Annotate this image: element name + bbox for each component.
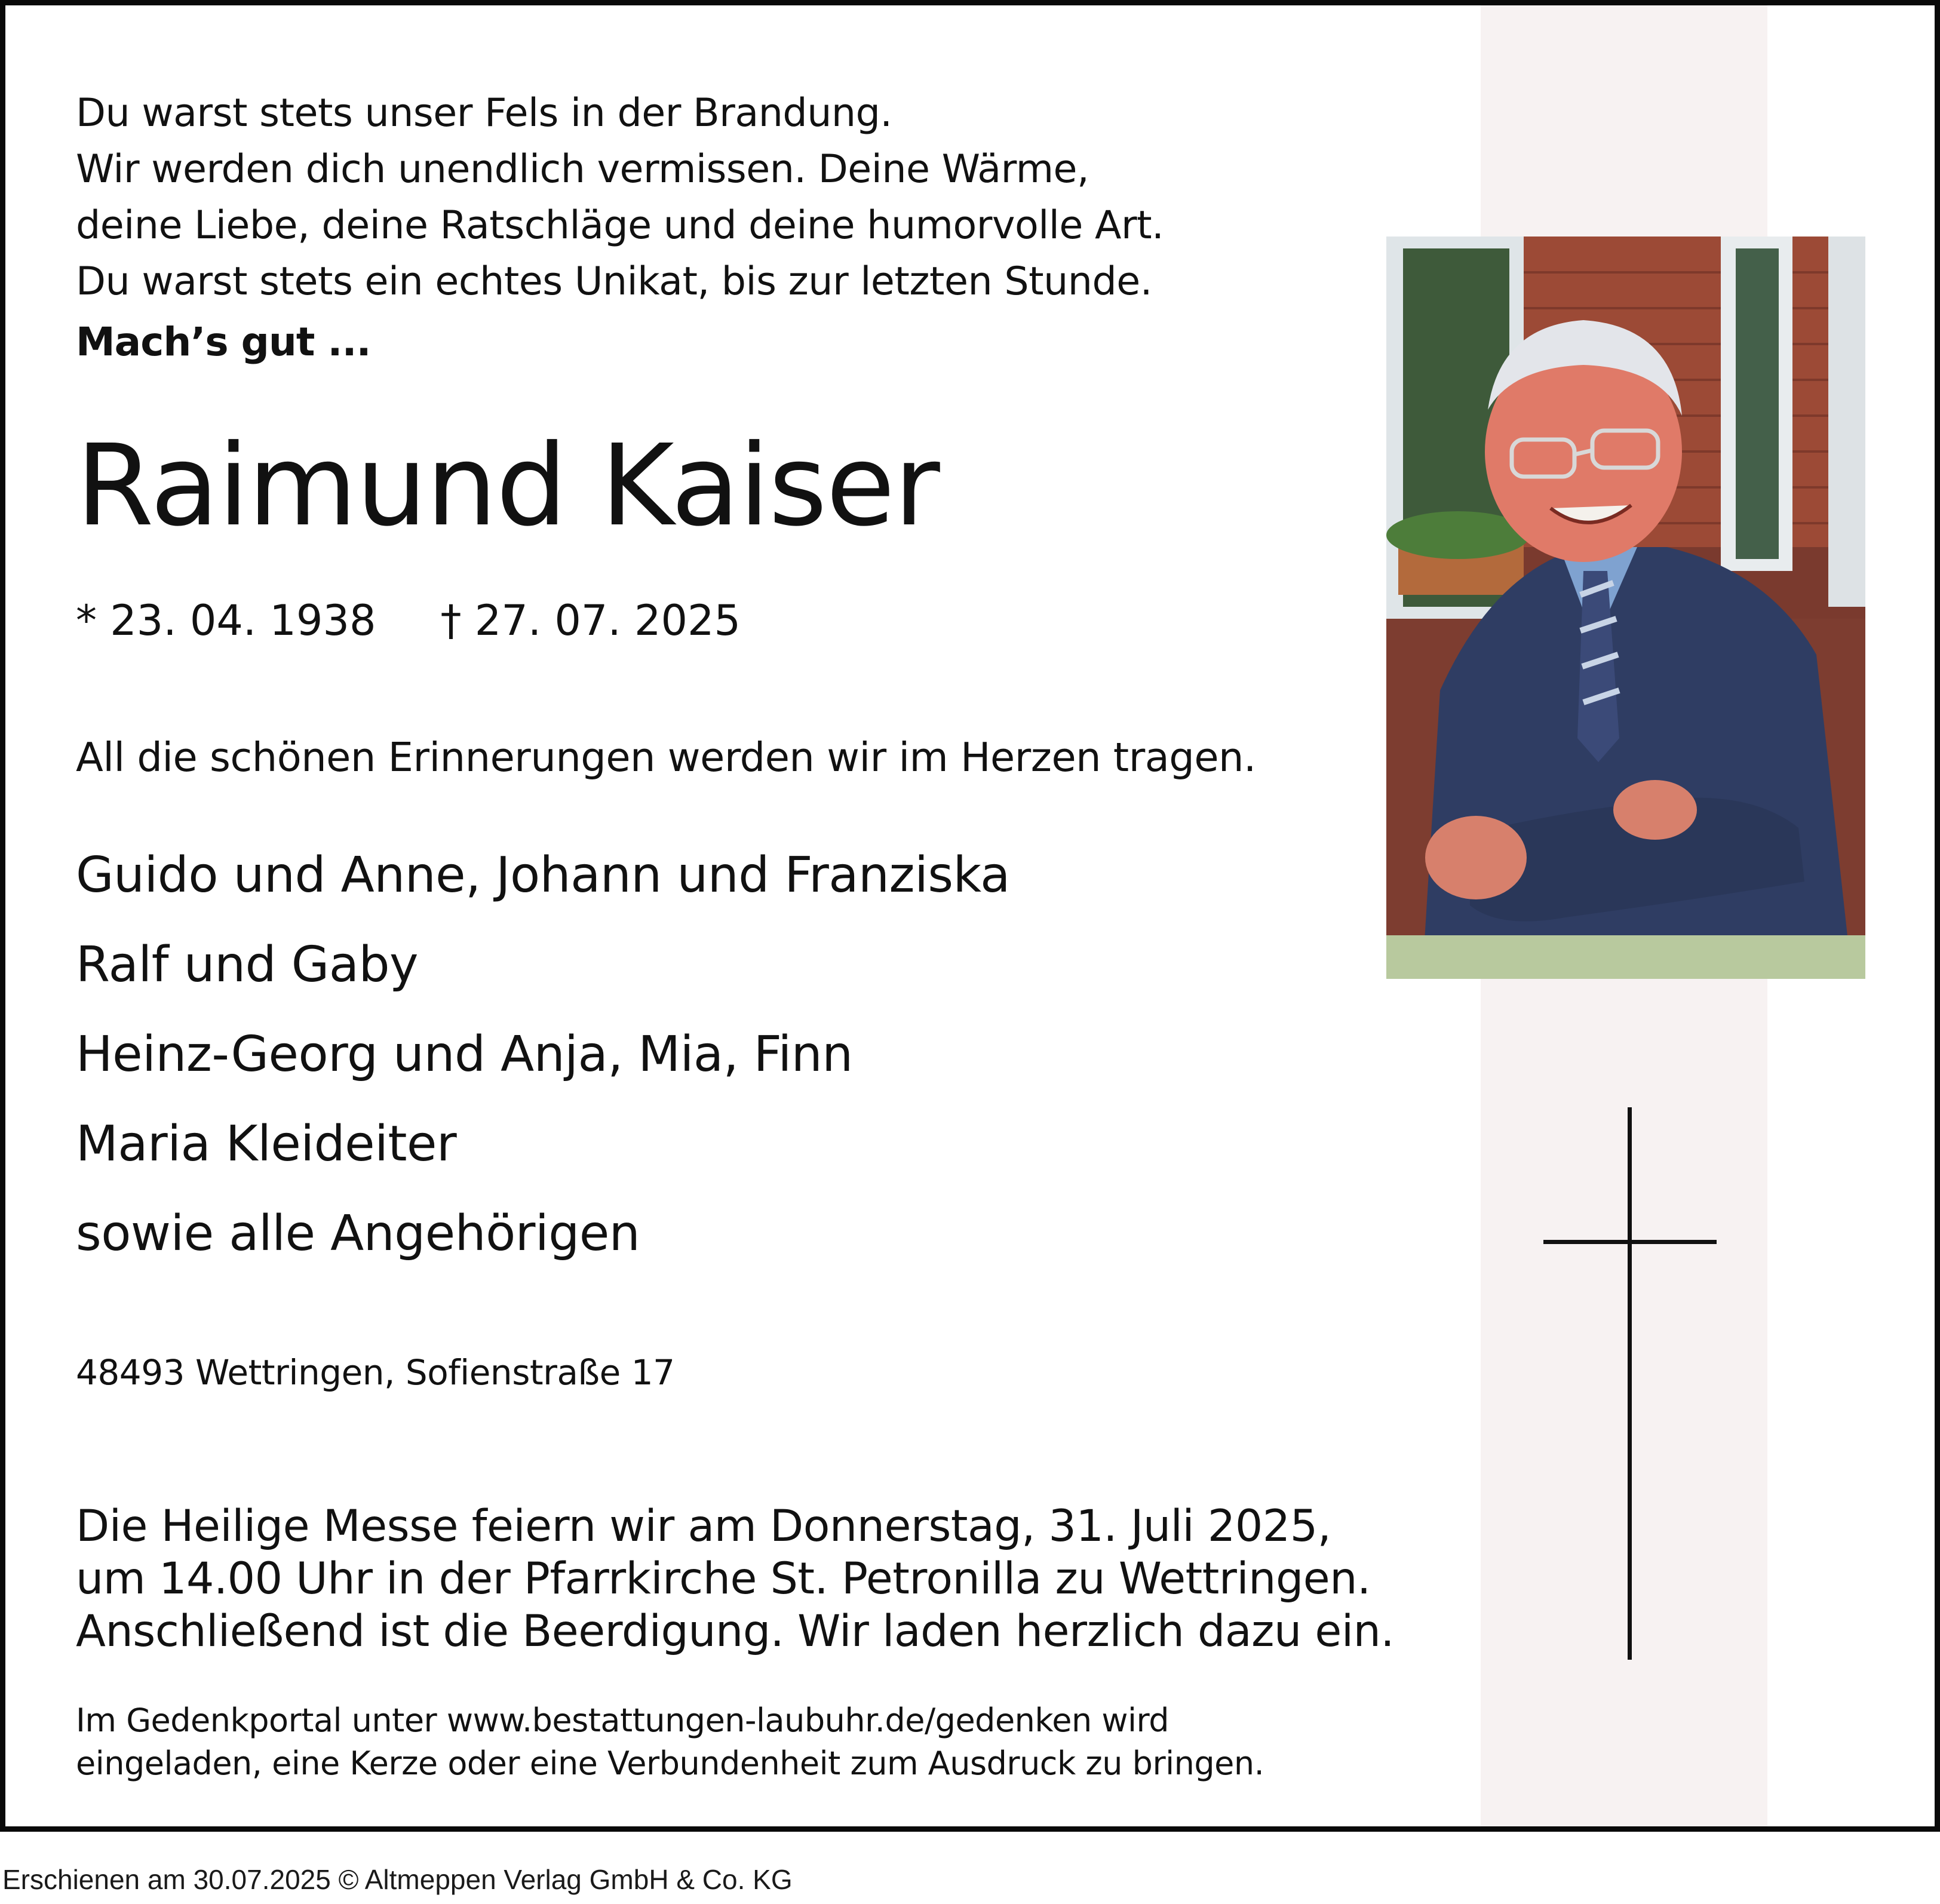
intro-line: deine Liebe, deine Ratschläge und deine humorvolle Art. [76,203,1164,248]
family-address: 48493 Wettringen, Sofienstraße 17 [76,1352,675,1393]
mourners-list [76,831,1010,1279]
portal-line: eingeladen, eine Kerze oder eine Verbundenheit zum Ausdruck zu bringen. [76,1745,1264,1782]
memorial-portal-note [76,1699,1264,1785]
service-line: Anschließend ist die Beerdigung. Wir laden herzlich dazu ein. [76,1606,1395,1657]
service-line: um 14.00 Uhr in der Pfarrkirche St. Petronilla zu Wettringen. [76,1553,1371,1604]
intro-closing: Mach’s gut ... [76,319,371,365]
service-line: Die Heilige Messe feiern wir am Donnerstag, 31. Juli 2025, [76,1501,1331,1552]
mourner-entry: sowie alle Angehörigen [76,1205,640,1262]
deceased-name: Raimund Kaiser [76,420,939,551]
mourner-entry: Guido und Anne, Johann und Franziska [76,847,1010,904]
memory-line: All die schönen Erinnerungen werden wir im Herzen tragen. [76,734,1256,781]
intro-line: Wir werden dich unendlich vermissen. Deine Wärme, [76,147,1089,192]
cross-horizontal-bar [1543,1240,1717,1244]
cross-vertical-bar [1628,1107,1632,1660]
publication-credit: Erschienen am 30.07.2025 © Altmeppen Verlag GmbH & Co. KG [2,1864,793,1895]
birth-date: * 23. 04. 1938 [76,596,376,645]
life-dates [76,594,741,647]
mourner-entry: Ralf und Gaby [76,936,419,993]
portal-line: Im Gedenkportal unter www.bestattungen-laubuhr.de/gedenken wird [76,1702,1169,1739]
intro-line: Du warst stets unser Fels in der Brandung. [76,91,892,136]
cross-icon [1543,1107,1717,1660]
intro-line: Du warst stets ein echtes Unikat, bis zur letzten Stunde. [76,259,1152,304]
service-info [76,1500,1394,1658]
intro-poem [76,85,1164,310]
mourner-entry: Maria Kleideiter [76,1116,457,1172]
mourner-entry: Heinz-Georg und Anja, Mia, Finn [76,1026,853,1083]
portrait-photo [1386,237,1865,979]
death-date: † 27. 07. 2025 [440,596,741,645]
portrait-illustration [1386,237,1865,979]
